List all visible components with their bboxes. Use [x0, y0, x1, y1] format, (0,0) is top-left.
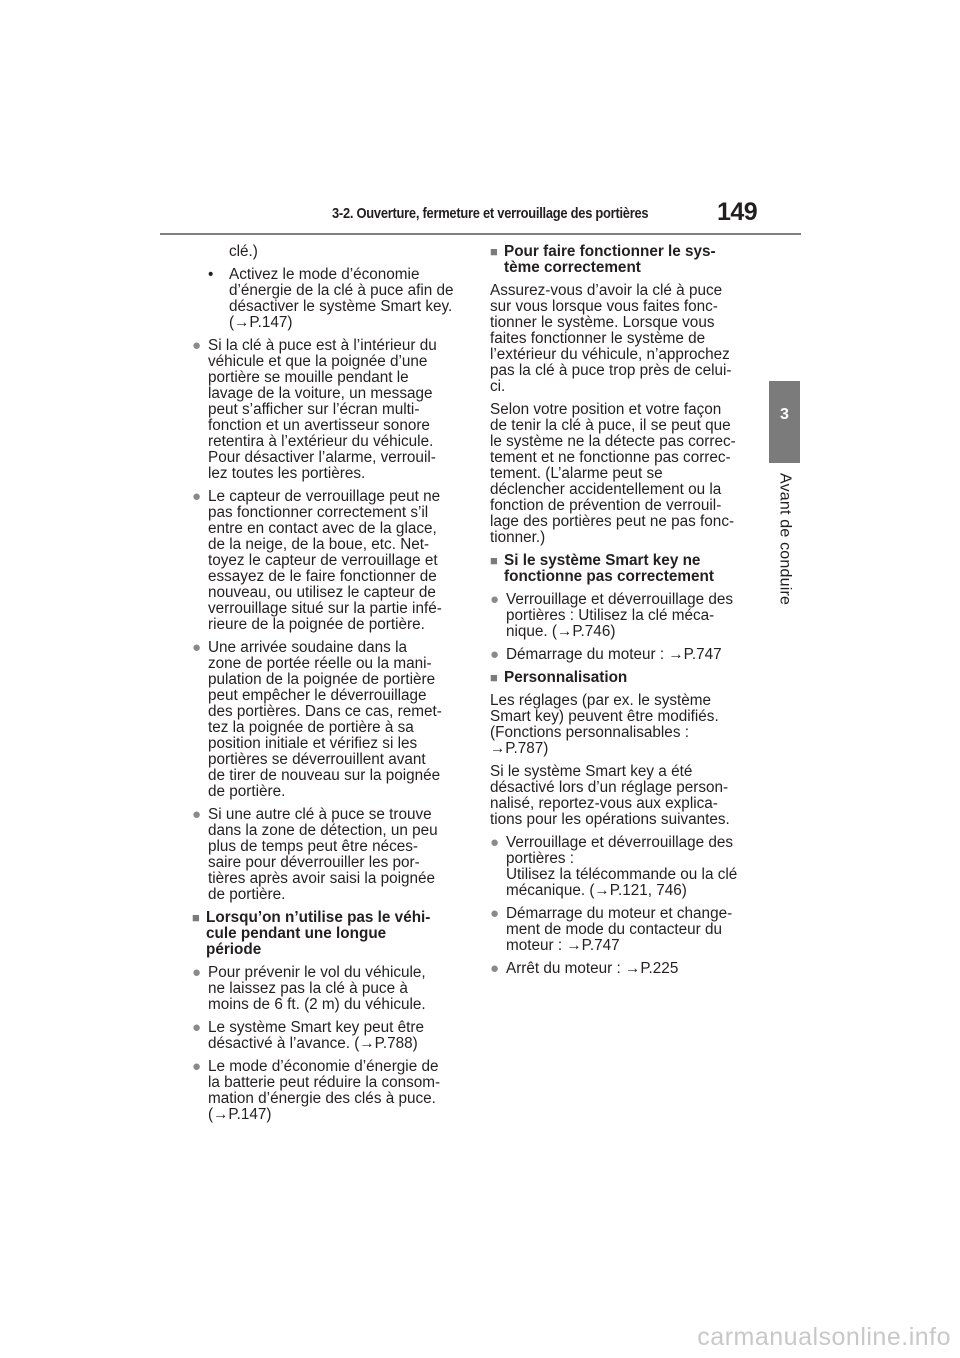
bullet-text: Une arrivée soudaine dans la zone de portée réelle ou la mani- pulation de la poignée de portière peut empêcher le déverrouillage des portières. Dans ce cas, remet- tez la poignée de portière à sa position initiale et vérifiez si les portières se déverrouillent avant de tirer de nouveau sur la poignée de portière.: [208, 639, 442, 800]
section-heading: [192, 910, 473, 958]
paragraph: Si le système Smart key a été désactivé lors d’un réglage person- nalisé, reportez-vous aux explica- tions pour les opérations suivantes.: [490, 763, 730, 828]
chapter-tab: [769, 381, 800, 691]
continued-text: clé.): [229, 243, 258, 260]
section-title: 3-2. Ouverture, fermeture et verrouillage des portières: [332, 205, 649, 222]
dash-item-text: Activez le mode d’économie d’énergie de la clé à puce afin de désactiver le système Smart key. (→P.147): [229, 266, 454, 331]
bullet-text: Pour prévenir le vol du véhicule, ne laissez pas la clé à puce à moins de 6 ft. (2 m) du véhicule.: [208, 964, 426, 1013]
square-icon: ■: [490, 670, 498, 685]
section-heading: [490, 244, 758, 276]
bullet-item: [192, 640, 473, 800]
bullet-text: Le système Smart key peut être désactivé à l’avance. (→P.788): [208, 1019, 424, 1052]
bullet-text: Arrêt du moteur : →P.225: [506, 960, 679, 977]
heading-text: Lorsqu’on n’utilise pas le véhi- cule pendant une longue période: [206, 909, 431, 958]
page-number: 149: [717, 198, 758, 226]
square-icon: ■: [490, 553, 498, 568]
bullet-item: [192, 489, 473, 633]
bullet-item: [192, 807, 473, 903]
bullet-icon: ●: [490, 905, 500, 922]
bullet-icon: ●: [192, 964, 202, 981]
chapter-number-box: [769, 381, 800, 463]
bullet-icon: ●: [192, 639, 202, 656]
square-icon: ■: [192, 910, 200, 925]
paragraph: Assurez-vous d’avoir la clé à puce sur vous lorsque vous faites fonc- tionner le système. Lorsque vous faites fonctionner le système de l’extérieur du véhicule, n’approchez pas la clé à puce trop près de celui- ci.: [490, 282, 732, 395]
bullet-text: Le capteur de verrouillage peut ne pas fonctionner correctement s’il entre en contact avec de la glace, de la neige, de la boue, etc. Net- toyez le capteur de verrouillage et essayez de le faire fonctionner de nouveau, ou utilisez le capteur de verrouillage situé sur la partie infé- rieure de la poignée de portière.: [208, 488, 442, 633]
heading-text: Pour faire fonctionner le sys- tème correctement: [504, 243, 716, 276]
chapter-number: 3: [780, 406, 789, 423]
page-header: [0, 0, 960, 240]
heading-text: Personnalisation: [504, 669, 628, 686]
bullet-text: Si la clé à puce est à l’intérieur du véhicule et que la poignée d’une portière se mouille pendant le lavage de la voiture, un message peut s’afficher sur l’écran multi- fonction et un avertisseur sonore retentira à l’extérieur du véhicule. Pour désactiver l’alarme, verrouil- lez toutes les portières.: [208, 337, 437, 482]
bullet-item: [192, 965, 473, 1013]
chapter-label: Avant de conduire: [776, 473, 794, 606]
bullet-item: [490, 961, 758, 977]
dash-item: [208, 267, 473, 331]
bullet-icon: ●: [490, 960, 500, 977]
bullet-icon: ●: [490, 646, 500, 663]
left-column: [192, 243, 473, 1130]
bullet-item: [490, 906, 758, 954]
bullet-item: [490, 647, 758, 663]
square-icon: ■: [490, 244, 498, 259]
bullet-icon: ●: [490, 834, 500, 851]
bullet-item: [192, 1059, 473, 1123]
heading-text: Si le système Smart key ne fonctionne pas correctement: [504, 552, 714, 585]
bullet-item: [490, 592, 758, 640]
bullet-icon: ●: [192, 1058, 202, 1075]
bullet-text: Si une autre clé à puce se trouve dans la zone de détection, un peu plus de temps peut être néces- saire pour déverrouiller les por- tières après avoir saisi la poignée de portière.: [208, 806, 438, 903]
bullet-text: Démarrage du moteur et change- ment de mode du contacteur du moteur : →P.747: [506, 905, 733, 954]
bullet-icon: ●: [490, 591, 500, 608]
bullet-text: Le mode d’économie d’énergie de la batterie peut réduire la consom- mation d’énergie des clés à puce. (→P.147): [208, 1058, 441, 1123]
paragraph: Les réglages (par ex. le système Smart key) peuvent être modifiés. (Fonctions personnalisables : →P.787): [490, 692, 719, 757]
bullet-item: [192, 1020, 473, 1052]
bullet-text: Verrouillage et déverrouillage des portières : Utilisez la clé méca- nique. (→P.746): [506, 591, 734, 640]
section-heading: [490, 553, 758, 585]
watermark: carmanualsonline.info: [697, 1323, 951, 1351]
bullet-item: [490, 835, 758, 899]
bullet-icon: ●: [192, 1019, 202, 1036]
dash-marker: •: [208, 266, 214, 283]
header-divider: [160, 233, 801, 235]
bullet-text: Démarrage du moteur : →P.747: [506, 646, 722, 663]
bullet-icon: ●: [192, 337, 202, 354]
bullet-icon: ●: [192, 806, 202, 823]
bullet-icon: ●: [192, 488, 202, 505]
bullet-text: Verrouillage et déverrouillage des portières : Utilisez la télécommande ou la clé mécanique. (→P.121, 746): [506, 834, 738, 899]
section-heading: [490, 670, 758, 686]
bullet-item: [192, 338, 473, 482]
paragraph: Selon votre position et votre façon de tenir la clé à puce, il se peut que le système ne la détecte pas correc- tement et ne fonctionne pas correc- tement. (L’alarme peut se déclencher accidentellement ou la fonction de prévention de verrouil- lage des portières peut ne pas fonc- tionner.): [490, 401, 736, 546]
right-column: [490, 244, 758, 984]
